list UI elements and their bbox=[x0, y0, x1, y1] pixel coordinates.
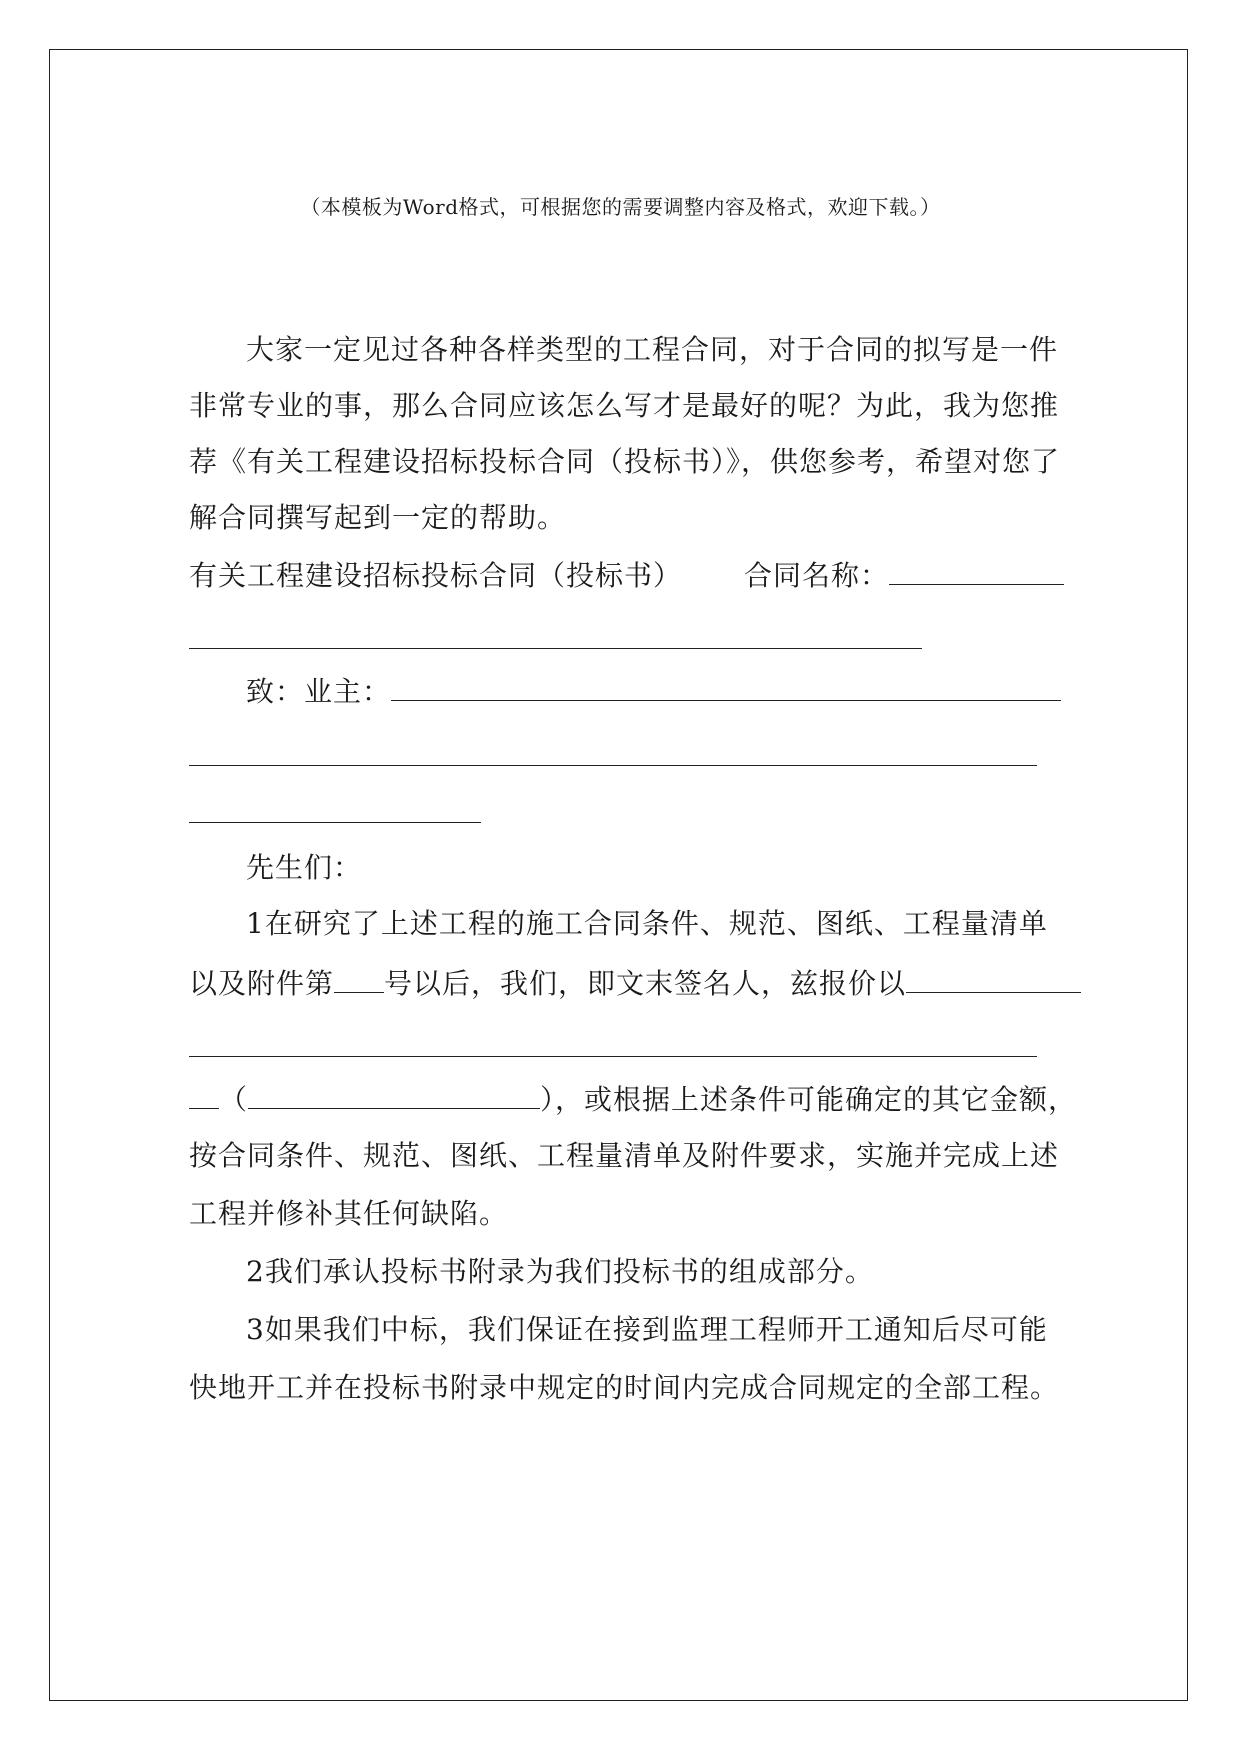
contract-title-row bbox=[189, 554, 1064, 596]
price-blank[interactable] bbox=[906, 962, 1081, 993]
owner-blank-line-3[interactable] bbox=[189, 822, 481, 823]
price-blank-continued[interactable] bbox=[189, 1056, 1037, 1057]
clause1-text-b: 号以后，我们，即文末签名人，兹报价以 bbox=[384, 967, 907, 1000]
to-owner-label: 致：业主： bbox=[246, 675, 392, 708]
clause3-line-2: 快地开工并在投标书附录中规定的时间内完成合同规定的全部工程。 bbox=[189, 1371, 1060, 1404]
clause1-line-1: 1在研究了上述工程的施工合同条件、规范、图纸、工程量清单 bbox=[246, 907, 1048, 940]
clause1-text-a: 以及附件第 bbox=[189, 967, 335, 1000]
clause1-line-2 bbox=[189, 962, 1081, 1004]
owner-blank[interactable] bbox=[391, 670, 1061, 701]
clause1-line-6: 工程并修补其任何缺陷。 bbox=[189, 1197, 509, 1230]
contract-name-blank[interactable] bbox=[889, 554, 1064, 585]
contract-name-label: 合同名称： bbox=[744, 559, 890, 592]
contract-title: 有关工程建设招标投标合同（投标书） bbox=[189, 559, 683, 592]
owner-blank-line-2[interactable] bbox=[189, 765, 1037, 766]
intro-line-2: 非常专业的事，那么合同应该怎么写才是最好的呢？为此，我为您推 bbox=[189, 389, 1060, 422]
clause1-text-c: ），或根据上述条件可能确定的其它金额， bbox=[540, 1083, 1078, 1116]
page-border bbox=[49, 49, 1188, 1701]
paren-open: （ bbox=[219, 1083, 249, 1116]
annex-number-blank[interactable] bbox=[334, 962, 384, 993]
to-owner-row bbox=[246, 670, 1061, 712]
intro-line-4: 解合同撰写起到一定的帮助。 bbox=[189, 501, 567, 534]
clause1-line-5: 按合同条件、规范、图纸、工程量清单及附件要求，实施并完成上述 bbox=[189, 1139, 1060, 1172]
template-note: （本模板为Word格式，可根据您的需要调整内容及格式，欢迎下载。） bbox=[300, 195, 941, 219]
intro-line-3: 荐《有关工程建设招标投标合同（投标书）》，供您参考，希望对您了 bbox=[189, 445, 1061, 478]
price-words-blank[interactable] bbox=[248, 1078, 540, 1109]
clause3-line-1: 3如果我们中标，我们保证在接到监理工程师开工通知后尽可能 bbox=[246, 1313, 1048, 1346]
greeting: 先生们： bbox=[246, 851, 363, 884]
clause1-line-4 bbox=[189, 1078, 1077, 1120]
price-blank-end[interactable] bbox=[189, 1078, 219, 1109]
contract-name-blank-continued[interactable] bbox=[189, 648, 922, 649]
intro-line-1: 大家一定见过各种各样类型的工程合同，对于合同的拟写是一件 bbox=[246, 333, 1059, 366]
clause2: 2我们承认投标书附录为我们投标书的组成部分。 bbox=[246, 1255, 874, 1288]
